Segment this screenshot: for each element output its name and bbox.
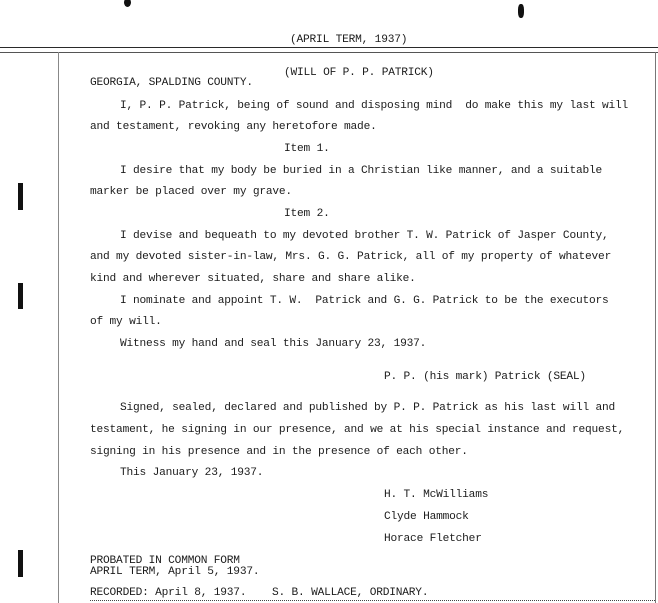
witness-name-2: Clyde Hammock bbox=[384, 511, 469, 523]
recorded-line: RECORDED: April 8, 1937. bbox=[90, 587, 247, 599]
probate-line1: PROBATED IN COMMON FORM bbox=[90, 555, 240, 567]
document-title: (WILL OF P. P. PATRICK) bbox=[284, 67, 434, 79]
item2-heading: Item 2. bbox=[284, 208, 330, 220]
para1-line2: and testament, revoking any heretofore made. bbox=[90, 121, 377, 133]
probate-line2: APRIL TERM, April 5, 1937. bbox=[90, 566, 260, 578]
ink-blot-top-left bbox=[124, 0, 131, 7]
attestation-date: This January 23, 1937. bbox=[120, 467, 264, 479]
binding-mark-1 bbox=[18, 183, 23, 210]
venue: GEORGIA, SPALDING COUNTY. bbox=[90, 77, 253, 89]
item1-heading: Item 1. bbox=[284, 143, 330, 155]
right-edge-line bbox=[655, 52, 656, 603]
attestation-line1: Signed, sealed, declared and published by P. P. Patrick as his last will and bbox=[120, 402, 616, 414]
item2-line2: and my devoted sister-in-law, Mrs. G. G. Patrick, all of my property of whatever bbox=[90, 251, 612, 263]
attestation-line3: signing in his presence and in the presence of each other. bbox=[90, 446, 468, 458]
item2-line1: I devise and bequeath to my devoted brother T. W. Patrick of Jasper County, bbox=[120, 230, 609, 242]
testator-signature: P. P. (his mark) Patrick (SEAL) bbox=[384, 371, 586, 383]
binding-mark-3 bbox=[18, 550, 23, 577]
attestation-line2: testament, he signing in our presence, and we at his special instance and request, bbox=[90, 424, 625, 436]
para1-line1: I, P. P. Patrick, being of sound and disposing mind do make this my last will bbox=[120, 100, 629, 112]
witness-line: Witness my hand and seal this January 23, 1937. bbox=[120, 338, 427, 350]
item1-line2: marker be placed over my grave. bbox=[90, 186, 292, 198]
executors-line1: I nominate and appoint T. W. Patrick and G. G. Patrick to be the executors bbox=[120, 295, 609, 307]
binding-mark-2 bbox=[18, 283, 23, 309]
bottom-dotted-rule bbox=[90, 600, 655, 601]
ordinary-line: S. B. WALLACE, ORDINARY. bbox=[272, 587, 429, 599]
ink-blot-top-right bbox=[518, 4, 524, 18]
executors-line2: of my will. bbox=[90, 316, 162, 328]
item1-line1: I desire that my body be buried in a Christian like manner, and a suitable bbox=[120, 165, 603, 177]
header-rule bbox=[0, 47, 658, 48]
term-header: (APRIL TERM, 1937) bbox=[290, 34, 408, 46]
item2-line3: kind and wherever situated, share and share alike. bbox=[90, 273, 416, 285]
witness-name-1: H. T. McWilliams bbox=[384, 489, 489, 501]
header-rule-secondary bbox=[0, 52, 658, 53]
left-margin-line bbox=[58, 52, 59, 603]
witness-name-3: Horace Fletcher bbox=[384, 533, 482, 545]
